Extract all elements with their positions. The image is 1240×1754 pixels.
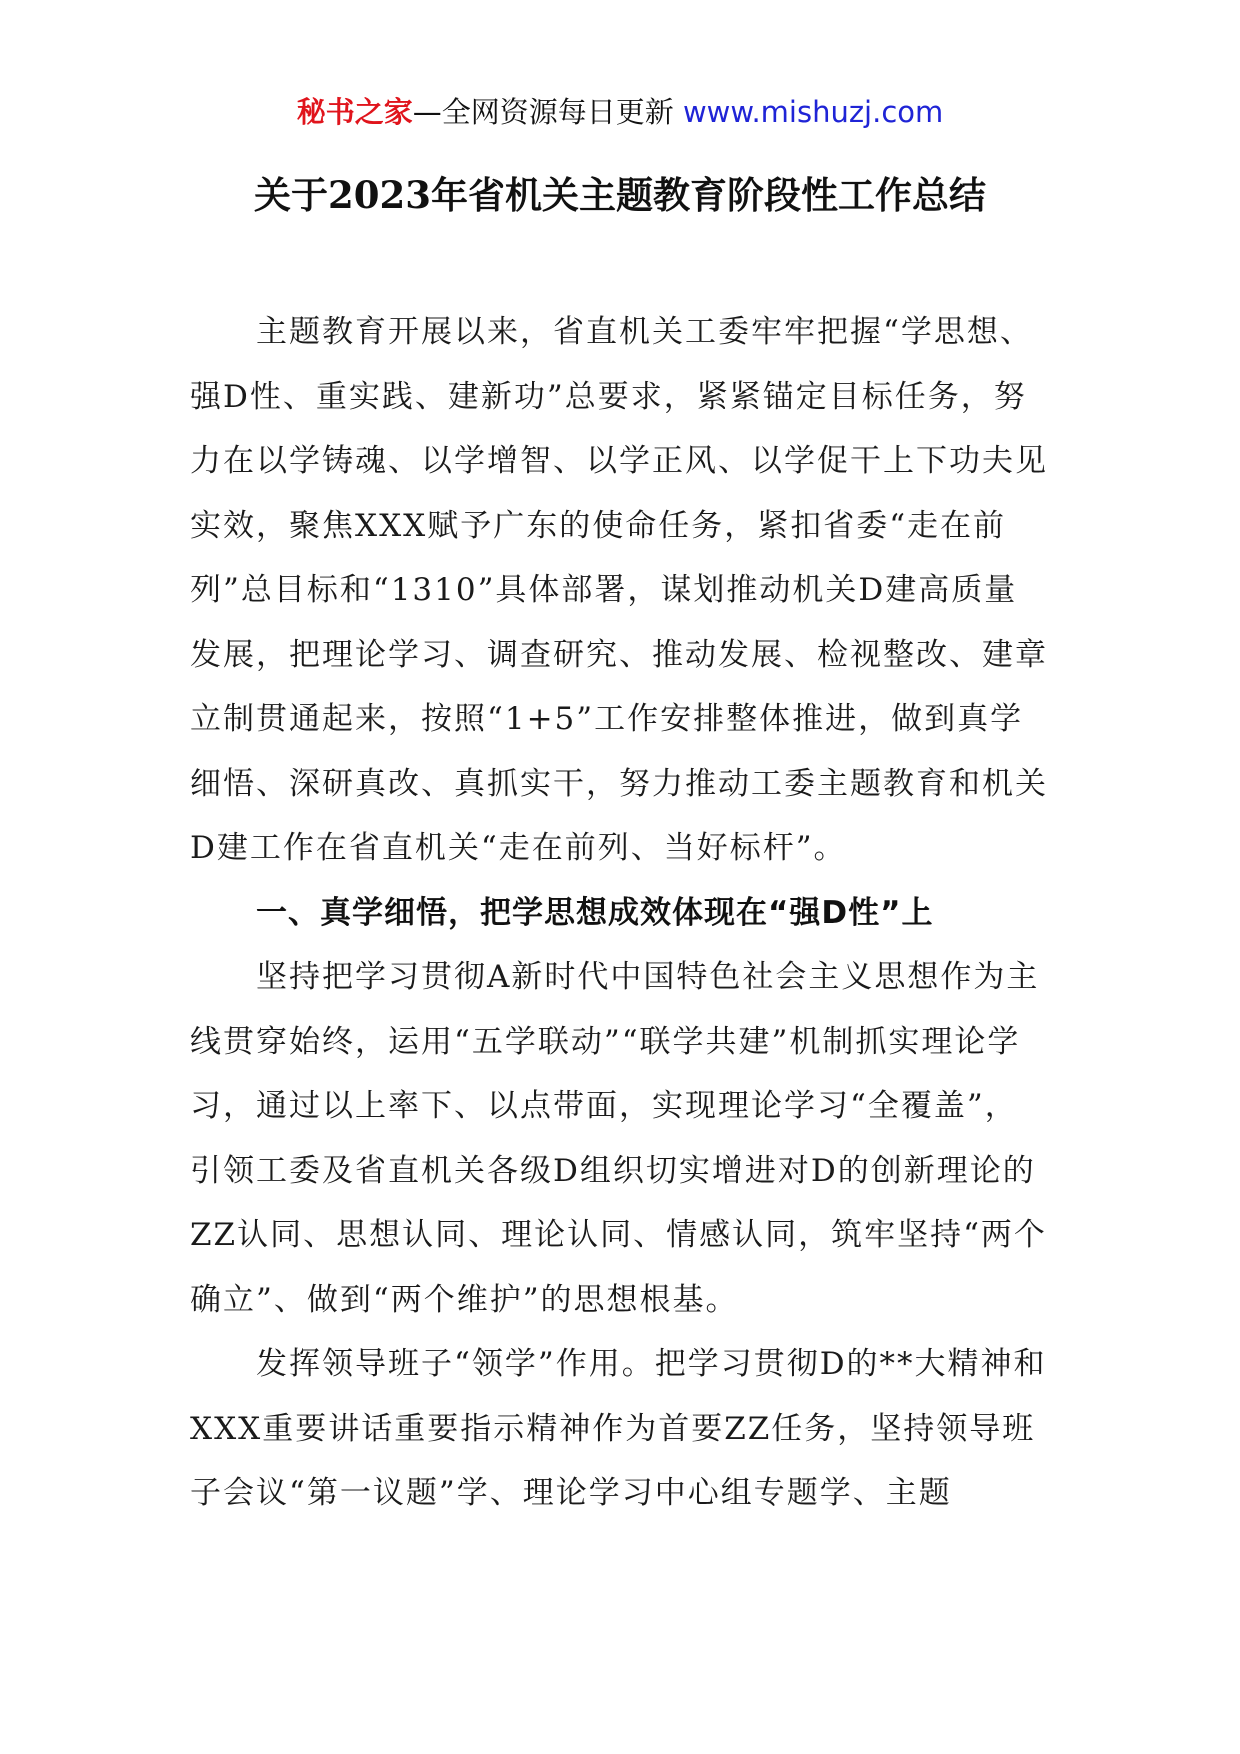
section-heading-1: 一、真学细悟，把学思想成效体现在“强D性”上 [256,894,934,931]
banner-url-link[interactable]: www.mishuzj.com [682,95,944,129]
body-paragraph-1: 坚持把学习贯彻A新时代中国特色社会主义思想作为主线贯穿始终，运用“五学联动”“联学共建”机制抓实理论学习，通过以上率下、以点带面，实现理论学习“全覆盖”，引领工委及省直机关各级D组织切实增进对D的创新理论的ZZ认同、思想认同、理论认同、情感认同，筑牢坚持“两个确立”、做到“两个维护”的思想根基。 [190,959,1047,1318]
banner-brand: 秘书之家 [296,95,413,129]
site-banner [0,92,1240,132]
banner-slogan: —全网资源每日更新 [412,95,683,129]
body-paragraph-2: 发挥领导班子“领学”作用。把学习贯彻D的**大精神和XXX重要讲话重要指示精神作为首要ZZ任务，坚持领导班子会议“第一议题”学、理论学习中心组专题学、主题 [190,1346,1047,1511]
intro-paragraph: 主题教育开展以来，省直机关工委牢牢把握“学思想、强D性、重实践、建新功”总要求，紧紧锚定目标任务，努力在以学铸魂、以学增智、以学正风、以学促干上下功夫见实效，聚焦XXX赋予广东的使命任务，紧扣省委“走在前列”总目标和“1310”具体部署，谋划推动机关D建高质量发展，把理论学习、调查研究、推动发展、检视整改、建章立制贯通起来，按照“1+5”工作安排整体推进，做到真学细悟、深研真改、真抓实干，努力推动工委主题教育和机关D建工作在省直机关“走在前列、当好标杆”。 [190,314,1048,866]
document-title: 关于2023年省机关主题教育阶段性工作总结 [254,173,986,217]
document-body [190,300,1050,1526]
